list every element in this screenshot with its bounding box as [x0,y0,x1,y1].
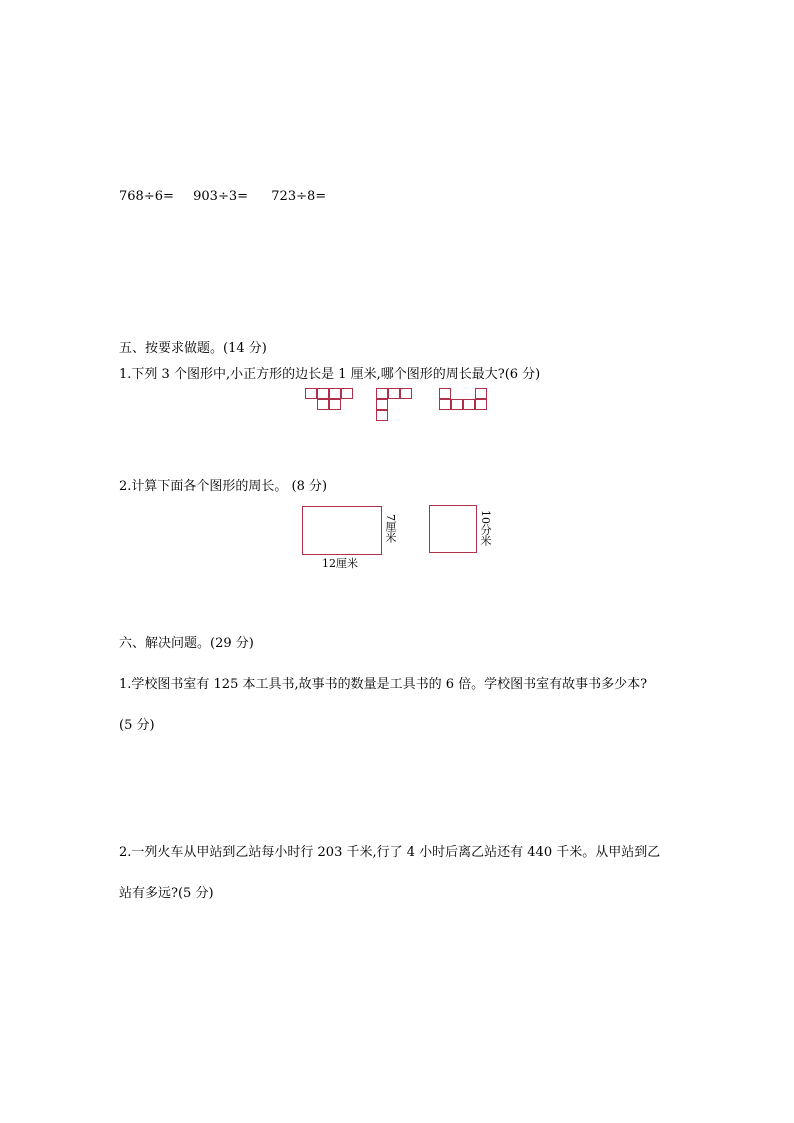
section6-question-2-line-2: 站有多远?(5 分) [119,886,214,901]
grid-square [439,399,451,410]
calc-item-3: 723÷8= [271,189,327,204]
section5-question-2: 2.计算下面各个图形的周长。 (8 分) [119,479,328,494]
section6-question-2-line-1: 2.一列火车从甲站到乙站每小时行 203 千米,行了 4 小时后离乙站还有 440 千米。从甲站到乙 [119,845,661,860]
grid-square [451,399,463,410]
grid-square [329,399,341,410]
square-side-label: 10分米 [479,510,492,546]
grid-square [475,388,487,399]
section5-question-1: 1.下列 3 个图形中,小正方形的边长是 1 厘米,哪个图形的周长最大?(6 分) [119,367,541,382]
calc-item-1: 768÷6= [119,189,174,204]
grid-square [376,399,388,410]
section5-heading: 五、按要求做题。(14 分) [119,341,267,356]
grid-square [341,388,353,399]
grid-square [376,388,388,399]
grid-square [317,388,329,399]
grid-square [439,388,451,399]
grid-square [305,388,317,399]
grid-square [388,388,400,399]
square-figure [429,505,477,553]
rectangle-bottom-label: 12厘米 [322,557,358,570]
section6-question-1-line-1: 1.学校图书室有 125 本工具书,故事书的数量是工具书的 6 倍。学校图书室有故事书多少本? [119,677,648,692]
rectangle-side-label: 7厘米 [384,514,397,543]
grid-square [317,399,329,410]
grid-square [329,388,341,399]
grid-square [400,388,412,399]
grid-square [376,410,388,421]
section6-heading: 六、解决问题。(29 分) [119,636,254,651]
calc-item-2: 903÷3= [193,189,249,204]
section6-question-1-line-2: (5 分) [119,718,155,733]
grid-square [463,399,475,410]
calculation-row [119,189,326,205]
grid-square [475,399,487,410]
rectangle-figure [302,506,382,555]
